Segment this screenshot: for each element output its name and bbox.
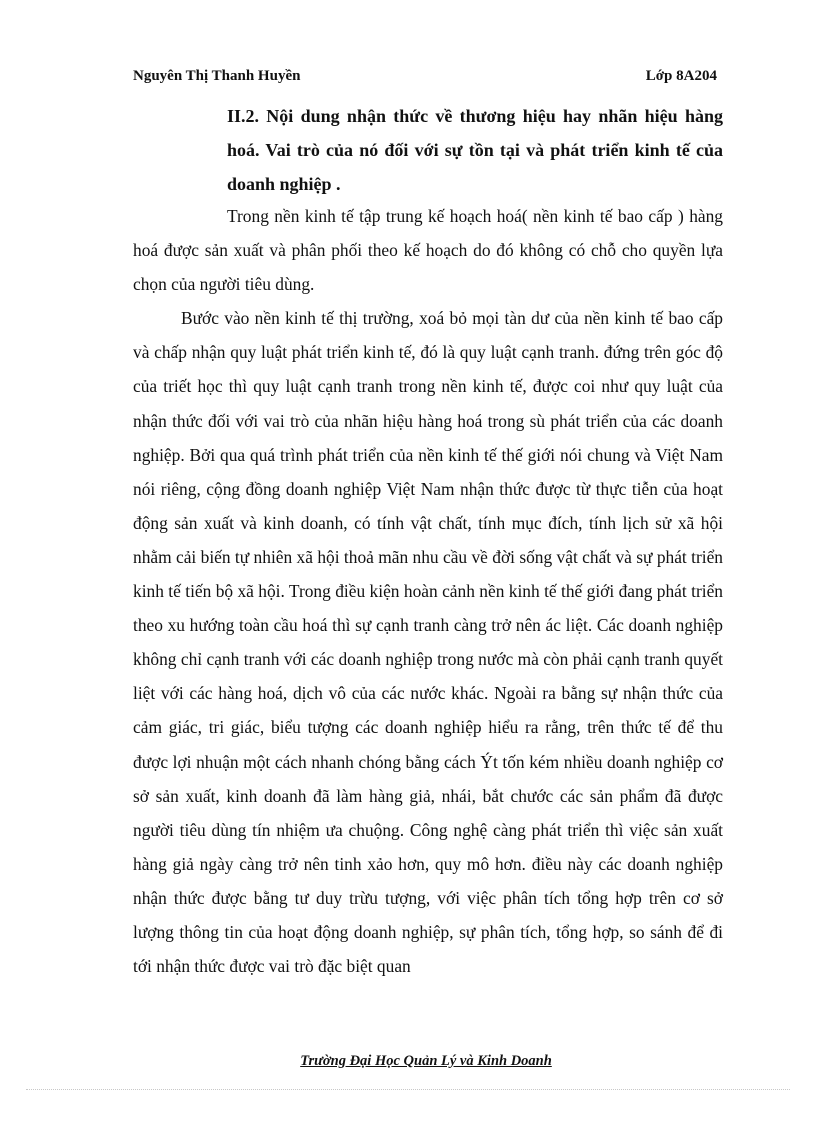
paragraph-2: Bước vào nền kinh tế thị trường, xoá bỏ mọi tàn dư của nền kinh tế bao cấp và chấp nhận quy luật phát triển kinh tế, đó là quy luật cạnh tranh. đứng trên góc độ của triết học thì quy luật cạnh tranh trong nền kinh tế, được coi như quy luật của nhận thức đối với vai trò của nhãn hiệu hàng hoá trong sù phát triển của các doanh nghiệp. Bởi qua quá trình phát triển của nền kinh tế thế giới nói chung và Việt Nam nói riêng, cộng đồng doanh nghiệp Việt Nam nhận thức được từ thực tiễn của hoạt động sản xuất và kinh doanh, có tính vật chất, tính mục đích, tính lịch sử xã hội nhằm cải biến tự nhiên xã hội thoả mãn nhu cầu về đời sống vật chất và sự phát triển kinh tế tiến bộ xã hội. Trong điều kiện hoàn cảnh nền kinh tế thế giới đang phát triển theo xu hướng toàn cầu hoá thì sự cạnh tranh càng trở nên ác liệt. Các doanh nghiệp không chỉ cạnh tranh với các doanh nghiệp trong nước mà còn phải cạnh tranh quyết liệt với các hàng hoá, dịch vô của các nước khác. Ngoài ra bằng sự nhận thức của cảm giác, tri giác, biểu tượng các doanh nghiệp hiểu ra rằng, trên thức tế để thu được lợi nhuận một cách nhanh chóng bằng cách Ýt tốn kém nhiều doanh nghiệp cơ sở sản xuất, kinh doanh đã làm hàng giả, nhái, bắt chước các sản phẩm đã được người tiêu dùng tín nhiệm ưa chuộng. Công nghệ càng phát triển thì việc sản xuất hàng giả ngày càng trở nên tinh xảo hơn, quy mô hơn. điều này các doanh nghiệp nhận thức được bằng tư duy trừu tượng, với việc phân tích tổng hợp trên cơ sở lượng thông tin của hoạt động doanh nghiệp, sự phân tích, tổng hợp, so sánh để đi tới nhận thức được vai trò đặc biệt quan <box>133 308 723 977</box>
school-name: Trường Đại Học Quản Lý và Kinh Doanh <box>300 1053 552 1069</box>
page-footer <box>0 1053 816 1070</box>
class-label: Lớp 8A204 <box>645 68 717 84</box>
page-bottom-divider <box>26 1089 790 1090</box>
section-heading-text: II.2. Nội dung nhận thức về thương hiệu hay nhãn hiệu hàng hoá. Vai trò của nó đối với sự tồn tại và phát triển kinh tế của doanh nghiệp . <box>227 106 723 194</box>
page-header <box>133 68 717 88</box>
paragraph-1: Trong nền kinh tế tập trung kế hoạch hoá( nền kinh tế bao cấp ) hàng hoá được sản xuất và phân phối theo kế hoạch do đó không có chỗ cho quyền lựa chọn của người tiêu dùng. <box>133 206 723 295</box>
document-body <box>133 199 723 983</box>
author-name: Nguyên Thị Thanh Huyền <box>133 68 301 84</box>
section-heading <box>181 99 723 201</box>
